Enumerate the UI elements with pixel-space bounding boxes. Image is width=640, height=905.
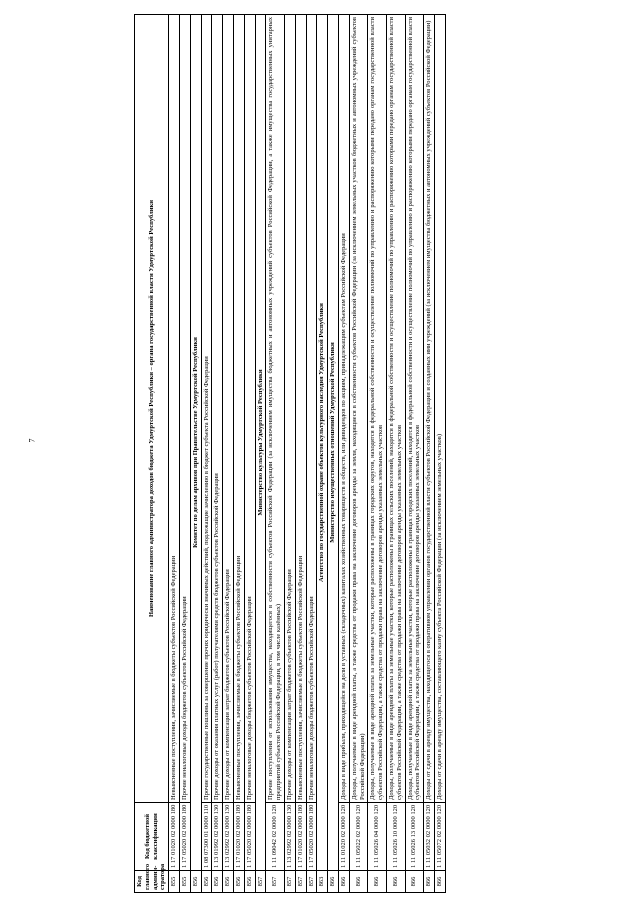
admin-code-cell: 856 — [223, 871, 234, 893]
revenue-name-cell: Прочие неналоговые доходы бюджетов субъектов Российской Федерации — [244, 15, 255, 803]
table-row — [284, 15, 295, 893]
table-row — [244, 15, 255, 893]
table-row — [349, 15, 368, 893]
revenue-name-cell: Прочие поступления от использования имущества, находящегося в собственности субъектов Российской Федерации (за исключением имущества бюджетных и автономных учреждений субъектов Российской Федерации, а также имущества государственных унитарных предприятий субъектов Российской Федерации, в том числе казённых) — [266, 15, 285, 803]
section-row — [328, 15, 339, 893]
budget-code-cell: 1 17 05020 02 0000 180 — [244, 803, 255, 871]
section-row — [255, 15, 266, 893]
revenue-name-cell: Прочие доходы от компенсации затрат бюджетов субъектов Российской Федерации — [223, 15, 234, 803]
table-header-row — [135, 15, 169, 893]
admin-code-cell: 866 — [349, 871, 368, 893]
table-row — [386, 15, 405, 893]
admin-code-cell: 857 — [295, 871, 306, 893]
budget-code-cell: 1 17 01020 02 0000 180 — [169, 803, 180, 871]
section-title: Министерство культуры Удмуртской Республики — [255, 15, 266, 871]
table-body — [169, 15, 446, 893]
budget-code-cell: 1 17 01020 02 0000 180 — [295, 803, 306, 871]
admin-code-cell: 866 — [434, 871, 445, 893]
admin-code-cell: 856 — [233, 871, 244, 893]
admin-code-cell: 857 — [255, 871, 266, 893]
table-row — [306, 15, 317, 893]
budget-code-cell: 1 11 05022 02 0000 120 — [349, 803, 368, 871]
budget-code-cell: 1 17 01020 02 0000 180 — [233, 803, 244, 871]
admin-code-cell: 866 — [405, 871, 424, 893]
admin-code-cell: 866 — [368, 871, 387, 893]
admin-code-cell: 856 — [212, 871, 223, 893]
admin-code-cell: 863 — [317, 871, 328, 893]
table-row — [338, 15, 349, 893]
revenue-name-cell: Доходы от сдачи в аренду имущества, составляющего казну субъекта Российской Федерации (за исключением земельных участков) — [434, 15, 445, 803]
table-row — [368, 15, 387, 893]
revenue-name-cell: Прочие неналоговые доходы бюджетов субъектов Российской Федерации — [306, 15, 317, 803]
section-title: Агентство по государственной охране объектов культурного наследия Удмуртской Республики — [317, 15, 328, 871]
budget-code-cell: 1 11 09042 02 0000 120 — [266, 803, 285, 871]
section-title: Министерство имущественных отношений Удмуртской Республики — [328, 15, 339, 871]
admin-code-cell: 855 — [169, 871, 180, 893]
admin-code-cell: 866 — [424, 871, 435, 893]
header-name: Наименование главного администратора доходов бюджета Удмуртской Республики – органа государственной власти Удмуртской Республики — [135, 15, 169, 803]
admin-code-cell: 857 — [284, 871, 295, 893]
revenue-name-cell: Невыясненные поступления, зачисляемые в бюджеты субъектов Российской Федерации — [233, 15, 244, 803]
table-row — [201, 15, 212, 893]
admin-code-cell: 856 — [201, 871, 212, 893]
revenue-name-cell: Доходы, получаемые в виде арендной платы за земельные участки, которые расположены в границах сельских поселений, находятся в федеральной собственности и осуществление полномочий по управлению и распоряжению которыми передано органам государственной власти субъектов Российской Федерации, а также средства от продажи права на заключение договоров аренды указанных земельных участков — [386, 15, 405, 803]
page-number: 7 — [27, 438, 37, 443]
table-row — [295, 15, 306, 893]
budget-code-cell: 1 11 01020 02 0000 120 — [338, 803, 349, 871]
header-admin-code: Код главного админи-стратора — [135, 871, 169, 893]
revenue-name-cell: Прочие государственные пошлины за совершение прочих юридически значимых действий, подлежащие зачислению в бюджет субъекта Российской Федерации — [201, 15, 212, 803]
rotated-table-frame — [122, 0, 640, 905]
budget-code-cell: 1 11 05072 02 0000 120 — [434, 803, 445, 871]
revenue-name-cell: Доходы от сдачи в аренду имущества, находящегося в оперативном управлении органов государственной власти субъектов Российской Федерации и созданных ими учреждений (за исключением имущества бюджетных и автономных учреждений субъектов Российской Федерации) — [424, 15, 435, 803]
section-title: Комитет по делам архивов при Правительстве Удмуртской Республики — [190, 15, 201, 871]
table-row — [233, 15, 244, 893]
table-row — [434, 15, 445, 893]
budget-code-cell: 1 11 05026 13 0000 120 — [405, 803, 424, 871]
revenue-name-cell: Прочие неналоговые доходы бюджетов субъектов Российской Федерации — [179, 15, 190, 803]
budget-code-cell: 1 13 01992 02 0000 130 — [212, 803, 223, 871]
revenue-name-cell: Прочие доходы от компенсации затрат бюджетов субъектов Российской Федерации — [284, 15, 295, 803]
budget-code-cell: 1 13 02992 02 0000 130 — [223, 803, 234, 871]
admin-code-cell: 857 — [266, 871, 285, 893]
table-row — [266, 15, 285, 893]
revenue-name-cell: Доходы в виде прибыли, приходящейся на доли в уставных (складочных) капиталах хозяйственных товариществ и обществ, или дивидендов по акциям, принадлежащим субъектам Российской Федерации — [338, 15, 349, 803]
section-row — [190, 15, 201, 893]
budget-code-cell: 1 17 05020 02 0000 180 — [179, 803, 190, 871]
budget-code-cell: 1 11 05032 02 0000 120 — [424, 803, 435, 871]
budget-code-cell: 1 11 05026 04 0000 120 — [368, 803, 387, 871]
revenue-name-cell: Доходы, получаемые в виде арендной платы за земельные участки, которые расположены в границах городских округов, находятся в федеральной собственности и осуществление полномочий по управлению и распоряжению которыми передано органам государственной власти субъектов Российской Федерации, а также средства от продажи права на заключение договоров аренды указанных земельных участков — [368, 15, 387, 803]
revenue-name-cell: Невыясненные поступления, зачисляемые в бюджеты субъектов Российской Федерации — [295, 15, 306, 803]
table-row — [169, 15, 180, 893]
revenue-name-cell: Невыясненные поступления, зачисляемые в бюджеты субъектов Российской Федерации — [169, 15, 180, 803]
table-row — [212, 15, 223, 893]
revenue-name-cell: Доходы, получаемые в виде арендной платы, а также средства от продажи права на заключение договоров аренды за земли, находящиеся в собственности субъектов Российской Федерации (за исключением земельных участков бюджетных и автономных учреждений субъектов Российской Федерации) — [349, 15, 368, 803]
revenue-name-cell: Доходы, получаемые в виде арендной платы за земельные участки, которые расположены в границах городских поселений, находятся в федеральной собственности и осуществление полномочий по управлению и распоряжению которыми передано органам государственной власти субъектов Российской Федерации, а также средства от продажи права на заключение договоров аренды указанных земельных участков — [405, 15, 424, 803]
table-row — [179, 15, 190, 893]
revenue-administrators-table — [134, 14, 446, 893]
budget-code-cell: 1 17 05020 02 0000 180 — [306, 803, 317, 871]
table-row — [424, 15, 435, 893]
admin-code-cell: 866 — [386, 871, 405, 893]
table-row — [223, 15, 234, 893]
budget-code-cell: 1 08 07300 01 0000 110 — [201, 803, 212, 871]
section-row — [317, 15, 328, 893]
admin-code-cell: 866 — [338, 871, 349, 893]
header-budget-code: Код бюджетной классификации — [135, 803, 169, 871]
budget-code-cell: 1 11 05026 10 0000 120 — [386, 803, 405, 871]
admin-code-cell: 856 — [244, 871, 255, 893]
admin-code-cell: 855 — [179, 871, 190, 893]
budget-code-cell: 1 13 02992 02 0000 130 — [284, 803, 295, 871]
admin-code-cell: 866 — [328, 871, 339, 893]
admin-code-cell: 856 — [190, 871, 201, 893]
table-row — [405, 15, 424, 893]
admin-code-cell: 857 — [306, 871, 317, 893]
revenue-name-cell: Прочие доходы от оказания платных услуг (работ) получателями средств бюджетов субъектов Российской Федерации — [212, 15, 223, 803]
